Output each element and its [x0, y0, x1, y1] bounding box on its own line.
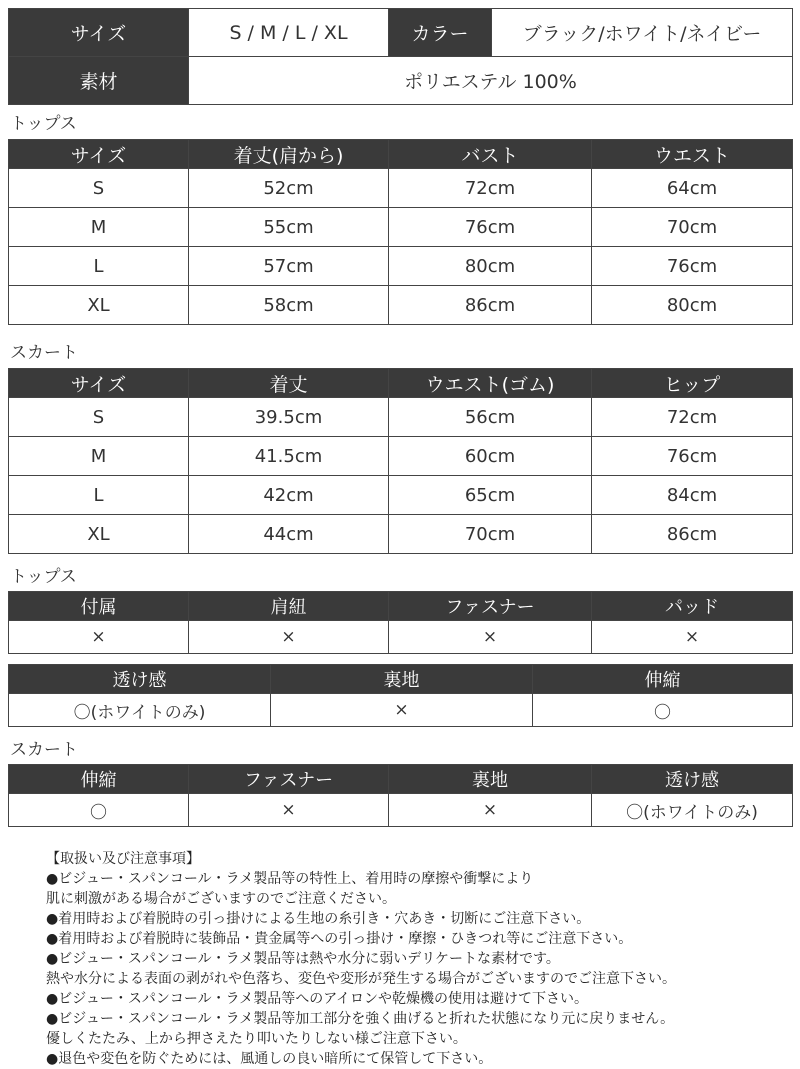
- skirt-size-table: [8, 368, 793, 554]
- color-label: カラー: [389, 9, 492, 57]
- header-cell: パッド: [592, 592, 793, 621]
- tops-features-title: トップス: [10, 567, 77, 587]
- note-line: ●着用時および着脱時に装飾品・貴金属等への引っ掛け・摩擦・ひきつれ等にご注意下さい。: [46, 931, 633, 947]
- table-row: [9, 476, 793, 515]
- table-cell: 76cm: [592, 437, 793, 476]
- table-cell: 80cm: [592, 286, 793, 325]
- table-cell: ×: [389, 621, 592, 654]
- note-line: ●ビジュー・スパンコール・ラメ製品等の特性上、着用時の摩擦や衝撃により: [46, 871, 534, 887]
- notes-heading: 【取扱い及び注意事項】: [46, 851, 200, 867]
- note-line: 肌に刺激がある場合がございますのでご注意ください。: [46, 891, 396, 907]
- header-cell: サイズ: [9, 140, 189, 169]
- table-row: [9, 694, 793, 727]
- note-line: 優しくたたみ、上から押さえたり叩いたりしない様ご注意下さい。: [46, 1031, 467, 1047]
- table-cell: 〇(ホワイトのみ): [592, 794, 793, 827]
- header-cell: 着丈(肩から): [189, 140, 389, 169]
- material-value: ポリエステル 100%: [189, 57, 793, 105]
- spec-row-size-color: [9, 9, 793, 57]
- table-cell: 41.5cm: [189, 437, 389, 476]
- table-cell: 〇: [533, 694, 793, 727]
- header-cell: 透け感: [9, 665, 271, 694]
- table-cell: 42cm: [189, 476, 389, 515]
- table-cell: 58cm: [189, 286, 389, 325]
- table-cell: 56cm: [389, 398, 592, 437]
- table-row: [9, 247, 793, 286]
- table-cell: 84cm: [592, 476, 793, 515]
- table-cell: 72cm: [389, 169, 592, 208]
- table-cell: ×: [189, 621, 389, 654]
- table-cell: ×: [592, 621, 793, 654]
- table-cell: 76cm: [592, 247, 793, 286]
- skirt-size-title: スカート: [10, 343, 78, 363]
- color-value: ブラック/ホワイト/ネイビー: [492, 9, 793, 57]
- table-cell: ×: [189, 794, 389, 827]
- table-cell: S: [9, 169, 189, 208]
- table-row: [9, 515, 793, 554]
- header-cell: ファスナー: [389, 592, 592, 621]
- note-line: 熱や水分による表面の剥がれや色落ち、変色や変形が発生する場合がございますのでご注意下さい。: [46, 971, 676, 987]
- table-row: [9, 286, 793, 325]
- tops-size-title: トップス: [10, 114, 77, 134]
- table-cell: S: [9, 398, 189, 437]
- table-cell: 65cm: [389, 476, 592, 515]
- table-row: [9, 398, 793, 437]
- size-label: サイズ: [9, 9, 189, 57]
- note-line: ●ビジュー・スパンコール・ラメ製品等加工部分を強く曲げると折れた状態になり元に戻りません。: [46, 1011, 675, 1027]
- table-cell: 70cm: [389, 515, 592, 554]
- table-row: [9, 208, 793, 247]
- table-cell: L: [9, 247, 189, 286]
- note-line: ●ビジュー・スパンコール・ラメ製品等へのアイロンや乾燥機の使用は避けて下さい。: [46, 991, 588, 1007]
- table-cell: 〇(ホワイトのみ): [9, 694, 271, 727]
- header-cell: 裏地: [271, 665, 533, 694]
- header-cell: バスト: [389, 140, 592, 169]
- note-line: ●ビジュー・スパンコール・ラメ製品等は熱や水分に弱いデリケートな素材です。: [46, 951, 560, 967]
- table-cell: 72cm: [592, 398, 793, 437]
- header-cell: サイズ: [9, 369, 189, 398]
- header-cell: 透け感: [592, 765, 793, 794]
- table-cell: M: [9, 208, 189, 247]
- table-header-row: [9, 665, 793, 694]
- table-row: [9, 169, 793, 208]
- skirt-features-title: スカート: [10, 740, 78, 760]
- header-cell: ヒップ: [592, 369, 793, 398]
- table-cell: 86cm: [592, 515, 793, 554]
- material-label: 素材: [9, 57, 189, 105]
- table-cell: 〇: [9, 794, 189, 827]
- table-cell: ×: [389, 794, 592, 827]
- header-cell: 肩紐: [189, 592, 389, 621]
- table-cell: 86cm: [389, 286, 592, 325]
- table-cell: 60cm: [389, 437, 592, 476]
- table-header-row: [9, 369, 793, 398]
- table-row: [9, 794, 793, 827]
- header-cell: ウエスト: [592, 140, 793, 169]
- care-notes: [46, 849, 676, 1069]
- note-line: ●着用時および着脱時の引っ掛けによる生地の糸引き・穴あき・切断にご注意下さい。: [46, 911, 591, 927]
- table-cell: 55cm: [189, 208, 389, 247]
- table-header-row: [9, 140, 793, 169]
- table-cell: 44cm: [189, 515, 389, 554]
- table-cell: XL: [9, 515, 189, 554]
- spec-row-material: [9, 57, 793, 105]
- header-cell: 伸縮: [533, 665, 793, 694]
- tops-size-table: [8, 139, 793, 325]
- header-cell: ファスナー: [189, 765, 389, 794]
- table-cell: ×: [9, 621, 189, 654]
- table-row: [9, 621, 793, 654]
- header-cell: 伸縮: [9, 765, 189, 794]
- table-header-row: [9, 592, 793, 621]
- table-cell: 76cm: [389, 208, 592, 247]
- skirt-features-table: [8, 764, 793, 827]
- note-line: ●退色や変色を防ぐためには、風通しの良い暗所にて保管して下さい。: [46, 1051, 493, 1067]
- table-row: [9, 437, 793, 476]
- table-cell: 57cm: [189, 247, 389, 286]
- table-cell: L: [9, 476, 189, 515]
- table-cell: 64cm: [592, 169, 793, 208]
- header-cell: 付属: [9, 592, 189, 621]
- table-cell: 70cm: [592, 208, 793, 247]
- header-cell: 着丈: [189, 369, 389, 398]
- tops-features-table: [8, 591, 793, 654]
- table-cell: M: [9, 437, 189, 476]
- header-cell: 裏地: [389, 765, 592, 794]
- table-cell: 80cm: [389, 247, 592, 286]
- size-value: S / M / L / XL: [189, 9, 389, 57]
- table-cell: XL: [9, 286, 189, 325]
- table-cell: 39.5cm: [189, 398, 389, 437]
- header-cell: ウエスト(ゴム): [389, 369, 592, 398]
- table-header-row: [9, 765, 793, 794]
- spec-table: [8, 8, 793, 105]
- table-cell: ×: [271, 694, 533, 727]
- table-cell: 52cm: [189, 169, 389, 208]
- tops-features-table-2: [8, 664, 793, 727]
